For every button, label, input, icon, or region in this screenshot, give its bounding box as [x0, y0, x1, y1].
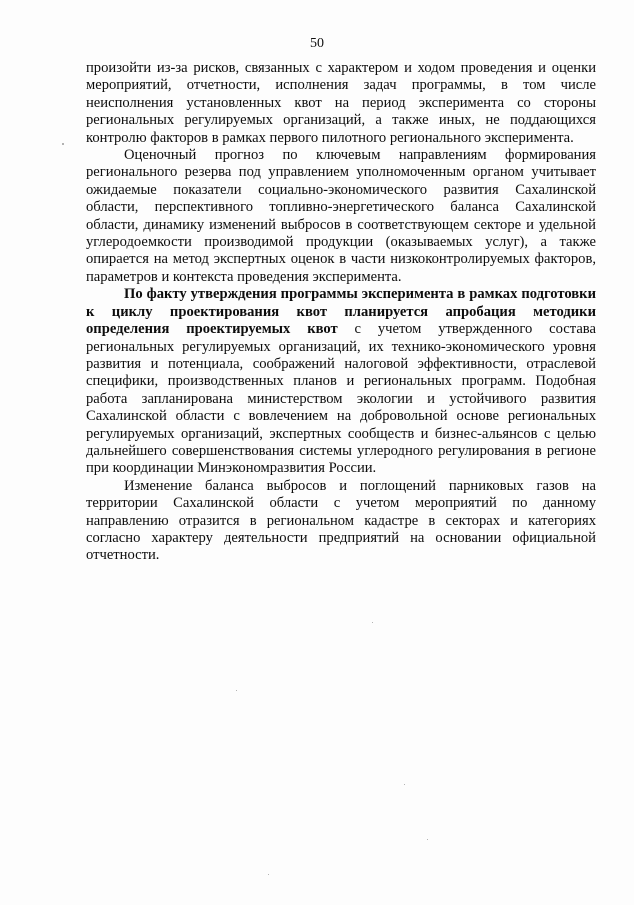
body-text	[86, 60, 596, 565]
paragraph-continuation	[86, 60, 596, 147]
page-number: 50	[310, 36, 324, 51]
scan-speck	[404, 784, 405, 785]
paragraph-quota-methodology	[86, 286, 596, 477]
scan-speck	[236, 690, 237, 691]
scan-speck	[372, 622, 373, 623]
scan-speck	[62, 143, 64, 145]
scan-speck	[427, 839, 428, 840]
paragraph-balance-change	[86, 478, 596, 565]
paragraph-text: произойти из-за рисков, связанных с характером и ходом проведения и оценки мероприятий, отчетности, исполнения задач программы, в том числе неисполнения установленных квот на период эксперимента со стороны региональных регулируемых организаций, а также иных, не поддающихся контролю факторов в рамках первого пилотного регионального эксперимента.	[86, 60, 596, 146]
paragraph-text: Изменение баланса выбросов и поглощений парниковых газов на территории Сахалинской области с учетом мероприятий по данному направлению отразится в региональном кадастре в секторах и категориях согласно характеру деятельности предприятий на основании официальной отчетности.	[86, 477, 596, 564]
paragraph-forecast	[86, 147, 596, 286]
paragraph-bold-lead: По факту утверждения программы эксперимента в рамках подготовки к циклу проектирования квот планируется апробация методики определения проектируемых квот	[86, 286, 596, 338]
scan-speck	[268, 874, 269, 875]
paragraph-text: с учетом утвержденного состава региональных регулируемых организаций, их технико-экономического уровня развития и потенциала, соображений налоговой эффективности, отраслевой специфики, производственных планов и региональных программ. Подобная работа запланирована министерством экологии и устойчивого развития Сахалинской области с вовлечением на добровольной основе региональных регулируемых организаций, экспертных сообществ и бизнес-альянсов с целью дальнейшего совершенствования системы углеродного регулирования в регионе при координации Минэкономразвития России.	[86, 321, 596, 477]
paragraph-text: Оценочный прогноз по ключевым направлениям формирования регионального резерва под управлением уполномоченным органом учитывает ожидаемые показатели социально-экономического развития Сахалинской области, перспективного топливно-энергетического баланса Сахалинской области, динамику изменений выбросов в соответствующем секторе и удельной углеродоемкости производимой продукции (оказываемых услуг), а также опирается на метод экспертных оценок в части низкоконтролируемых факторов, параметров и контекста проведения эксперимента.	[86, 147, 596, 285]
